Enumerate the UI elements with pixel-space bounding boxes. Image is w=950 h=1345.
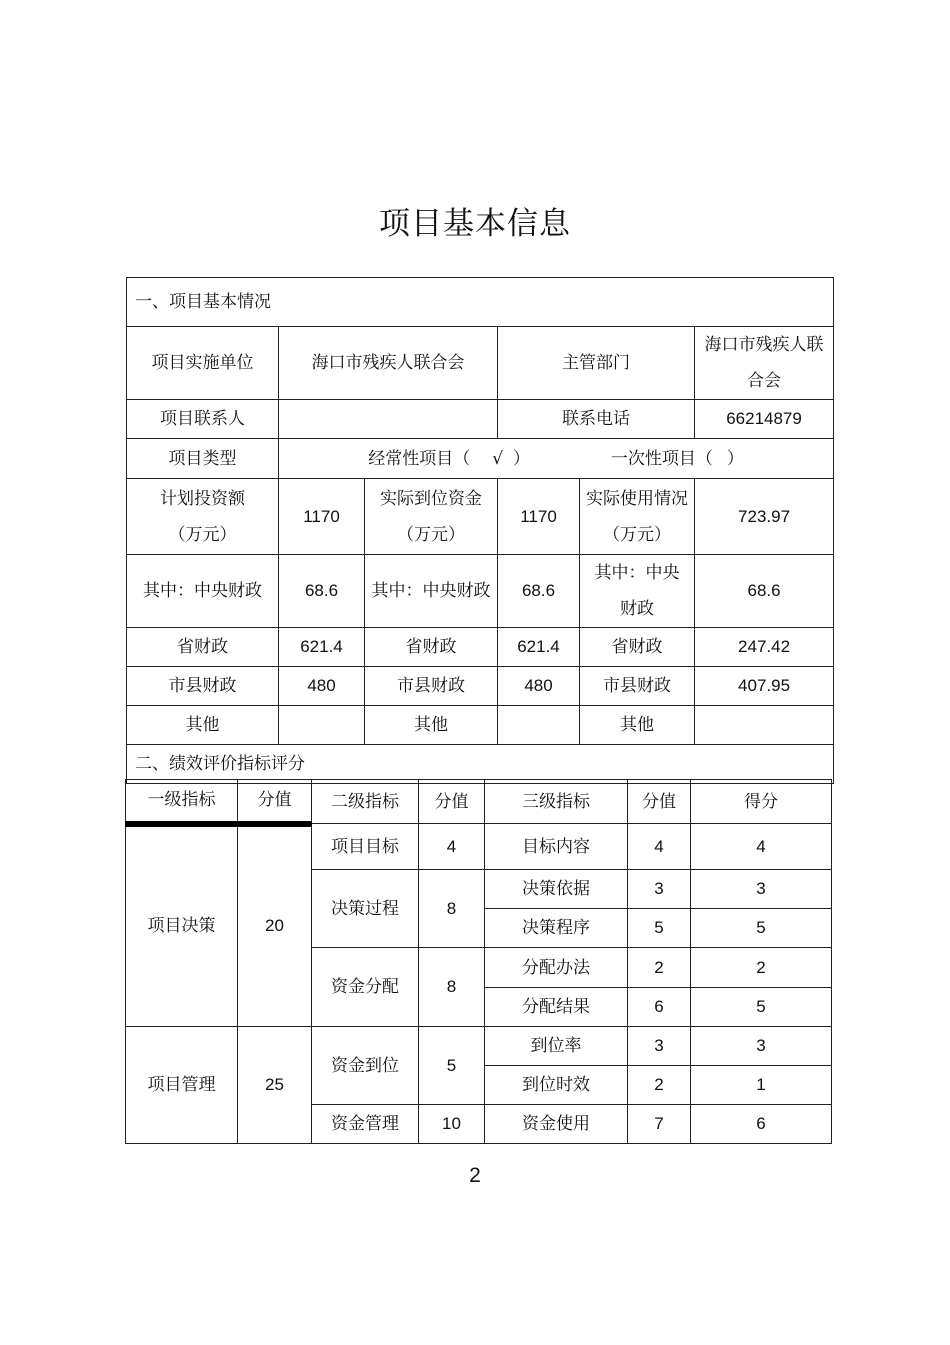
level3-score: 3 xyxy=(628,1027,691,1066)
type-value xyxy=(279,439,834,479)
level3-score: 4 xyxy=(628,824,691,870)
level3-got: 3 xyxy=(691,1027,832,1066)
page-title: 项目基本信息 xyxy=(379,206,571,242)
prov-label-3: 省财政 xyxy=(580,628,695,667)
dept-label: 主管部门 xyxy=(498,327,695,400)
other-label-1: 其他 xyxy=(127,706,279,745)
level2-cell: 资金分配 xyxy=(312,948,419,1027)
level2-score: 4 xyxy=(419,824,485,870)
planned-value: 1170 xyxy=(279,479,365,555)
phone-value: 66214879 xyxy=(695,400,834,439)
level2-cell: 项目目标 xyxy=(312,824,419,870)
level3-score: 3 xyxy=(628,870,691,909)
type-regular-mark: √ xyxy=(492,448,504,469)
level1-cell: 项目决策 xyxy=(126,824,238,1027)
type-once: 一次性项目（ xyxy=(610,448,713,469)
level3-got: 5 xyxy=(691,988,832,1027)
header-score1: 分值 xyxy=(238,780,312,824)
central-label-2 xyxy=(365,555,498,628)
actual-arrival-label xyxy=(365,479,498,555)
level3-got: 5 xyxy=(691,909,832,948)
dept-value xyxy=(695,327,834,400)
header-got: 得分 xyxy=(691,780,832,824)
type-regular: 经常性项目（ xyxy=(368,448,471,469)
actual-use-label-text: 实际使用情况（万元） xyxy=(586,488,688,545)
city-use: 407.95 xyxy=(695,667,834,706)
prov-planned: 621.4 xyxy=(279,628,365,667)
section1-heading: 一、项目基本情况 xyxy=(127,278,834,327)
other-planned xyxy=(279,706,365,745)
level3-got: 1 xyxy=(691,1066,832,1105)
actual-arrival-value: 1170 xyxy=(498,479,580,555)
level3-cell: 资金使用 xyxy=(485,1105,628,1144)
level3-score: 2 xyxy=(628,948,691,988)
level2-cell: 资金到位 xyxy=(312,1027,419,1105)
prov-arrival: 621.4 xyxy=(498,628,580,667)
performance-score-table xyxy=(125,779,832,1144)
impl-unit-label: 项目实施单位 xyxy=(127,327,279,400)
level2-score: 8 xyxy=(419,948,485,1027)
type-label: 项目类型 xyxy=(127,439,279,479)
other-label-3: 其他 xyxy=(580,706,695,745)
level3-cell: 分配办法 xyxy=(485,948,628,988)
city-arrival: 480 xyxy=(498,667,580,706)
level1-score: 20 xyxy=(238,824,312,1027)
level2-cell: 决策过程 xyxy=(312,870,419,948)
contact-label: 项目联系人 xyxy=(127,400,279,439)
level3-cell: 决策依据 xyxy=(485,870,628,909)
level3-got: 6 xyxy=(691,1105,832,1144)
prov-use: 247.42 xyxy=(695,628,834,667)
other-use xyxy=(695,706,834,745)
prov-label-2: 省财政 xyxy=(365,628,498,667)
actual-arrival-label-text: 实际到位资金（万元） xyxy=(380,488,482,545)
level1-score: 25 xyxy=(238,1027,312,1144)
level3-score: 5 xyxy=(628,909,691,948)
planned-label xyxy=(127,479,279,555)
city-label-1: 市县财政 xyxy=(127,667,279,706)
level3-cell: 分配结果 xyxy=(485,988,628,1027)
level3-got: 3 xyxy=(691,870,832,909)
other-label-2: 其他 xyxy=(365,706,498,745)
basic-info-table xyxy=(126,277,834,784)
city-planned: 480 xyxy=(279,667,365,706)
header-level3: 三级指标 xyxy=(485,780,628,824)
type-regular-close: ） xyxy=(513,448,531,469)
section2-heading: 二、绩效评价指标评分 xyxy=(127,745,834,784)
contact-value xyxy=(279,400,498,439)
city-label-2: 市县财政 xyxy=(365,667,498,706)
actual-use-value: 723.97 xyxy=(695,479,834,555)
header-level1: 一级指标 xyxy=(126,780,238,824)
level3-got: 4 xyxy=(691,824,832,870)
dept-text: 海口市残疾人联合会 xyxy=(704,335,824,391)
central-label-3-text: 其中：中央财政 xyxy=(594,563,680,619)
city-label-3: 市县财政 xyxy=(580,667,695,706)
level3-cell: 到位率 xyxy=(485,1027,628,1066)
header-score2: 分值 xyxy=(419,780,485,824)
level2-score: 5 xyxy=(419,1027,485,1105)
central-label-1: 其中：中央财政 xyxy=(127,555,279,628)
level3-score: 7 xyxy=(628,1105,691,1144)
phone-label: 联系电话 xyxy=(498,400,695,439)
level3-score: 6 xyxy=(628,988,691,1027)
central-label-2-text: 其中：中央财政 xyxy=(371,581,491,601)
planned-label-text: 计划投资额（万元） xyxy=(160,488,245,545)
header-score3: 分值 xyxy=(628,780,691,824)
level3-cell: 到位时效 xyxy=(485,1066,628,1105)
level2-score: 10 xyxy=(419,1105,485,1144)
central-arrival: 68.6 xyxy=(498,555,580,628)
level2-score: 8 xyxy=(419,870,485,948)
other-arrival xyxy=(498,706,580,745)
level3-got: 2 xyxy=(691,948,832,988)
page-number: 2 xyxy=(469,1164,481,1187)
central-label-3 xyxy=(580,555,695,628)
impl-unit-text: 海口市残疾人联合会 xyxy=(311,353,465,373)
actual-use-label xyxy=(580,479,695,555)
prov-label-1: 省财政 xyxy=(127,628,279,667)
level1-cell: 项目管理 xyxy=(126,1027,238,1144)
header-level2: 二级指标 xyxy=(312,780,419,824)
central-planned: 68.6 xyxy=(279,555,365,628)
type-once-close: ） xyxy=(726,448,744,469)
impl-unit-value xyxy=(279,327,498,400)
level3-cell: 目标内容 xyxy=(485,824,628,870)
level3-score: 2 xyxy=(628,1066,691,1105)
level2-cell: 资金管理 xyxy=(312,1105,419,1144)
level3-cell: 决策程序 xyxy=(485,909,628,948)
central-use: 68.6 xyxy=(695,555,834,628)
